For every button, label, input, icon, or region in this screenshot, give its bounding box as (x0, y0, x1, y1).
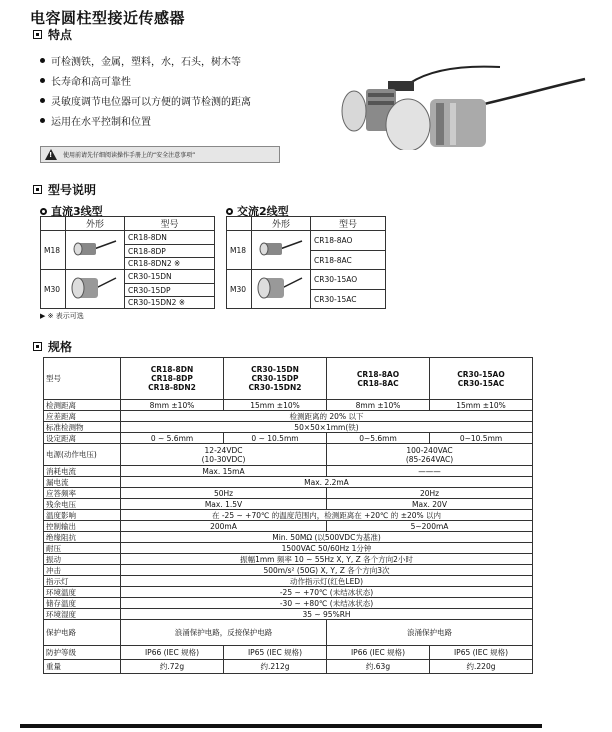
row-label: 型号 (44, 358, 121, 400)
table-cell: 动作指示灯(红色LED) (121, 576, 533, 587)
table-cell: Max. 1.5V (121, 499, 327, 510)
table-row (44, 646, 533, 660)
row-label: 应差距离 (44, 411, 121, 422)
row-label: 振动 (44, 554, 121, 565)
row-label: 温度影响 (44, 510, 121, 521)
table-row (44, 422, 533, 433)
table-cell: 15mm ±10% (430, 400, 533, 411)
row-label: 漏电流 (44, 477, 121, 488)
table-cell: 约.220g (430, 660, 533, 674)
table-row (44, 499, 533, 510)
row-label: 标准检测物 (44, 422, 121, 433)
table-cell: 浪涌保护电路 (327, 620, 533, 646)
table-row (44, 444, 533, 466)
table-cell: Min. 50MΩ (以500VDC为基准) (121, 532, 533, 543)
model-cell: CR30-15AO (311, 270, 386, 290)
table-cell: Max. 15mA (121, 466, 327, 477)
table-row (44, 358, 533, 400)
optional-note: ▶ ※ 表示可选 (40, 312, 84, 320)
table-cell: 约.63g (327, 660, 430, 674)
table-corner-cell (41, 217, 66, 231)
row-label: 环境湿度 (44, 609, 121, 620)
dc-heading-label: 直流3线型 (51, 205, 103, 218)
table-row (44, 620, 533, 646)
table-cell: 100-240VAC (85-264VAC) (327, 444, 533, 466)
size-cell: M30 (41, 270, 66, 309)
row-label: 设定距离 (44, 433, 121, 444)
model-cell: CR30-15DP (125, 284, 215, 296)
table-cell: IP65 (IEC 规格) (430, 646, 533, 660)
spec-model-header: CR30-15DN CR30-15DP CR30-15DN2 (224, 358, 327, 400)
dc-model-table (40, 216, 215, 309)
size-cell: M30 (227, 270, 252, 309)
model-cell: CR30-15AC (311, 290, 386, 309)
table-row (44, 598, 533, 609)
col-header-shape: 外形 (252, 217, 311, 231)
row-label: 电源(动作电压) (44, 444, 121, 466)
table-cell: 8mm ±10% (327, 400, 430, 411)
table-cell: 8mm ±10% (121, 400, 224, 411)
table-row (44, 466, 533, 477)
table-corner-cell (227, 217, 252, 231)
table-row (44, 433, 533, 444)
size-cell: M18 (227, 231, 252, 270)
section-models-heading (33, 181, 96, 198)
table-cell: 1500VAC 50/60Hz 1分钟 (121, 543, 533, 554)
sensor-product-photo (300, 55, 600, 150)
section-spec-heading (33, 338, 72, 355)
table-row (44, 521, 533, 532)
bullet-icon (40, 118, 45, 123)
row-label: 储存温度 (44, 598, 121, 609)
row-label: 重量 (44, 660, 121, 674)
table-row (44, 587, 533, 598)
circle-bullet-icon (226, 208, 233, 215)
model-cell: CR30-15DN2 ※ (125, 296, 215, 308)
table-cell: IP66 (IEC 规格) (121, 646, 224, 660)
spec-model-header: CR18-8AO CR18-8AC (327, 358, 430, 400)
table-cell: 35 ~ 95%RH (121, 609, 533, 620)
feature-list (40, 50, 251, 130)
model-cell: CR18-8DN (125, 231, 215, 245)
table-cell: Max. 2.2mA (121, 477, 533, 488)
table-cell: 约.212g (224, 660, 327, 674)
table-row (44, 477, 533, 488)
table-cell: IP65 (IEC 规格) (224, 646, 327, 660)
bullet-icon (40, 98, 45, 103)
table-cell: -25 ~ +70℃ (未结冰状态) (121, 587, 533, 598)
table-cell: 5~200mA (327, 521, 533, 532)
sensor-m18-icon (252, 231, 311, 270)
section-spec-label: 规格 (48, 340, 73, 354)
row-label: 保护电路 (44, 620, 121, 646)
table-cell: ——— (327, 466, 533, 477)
row-label: 绝缘阻抗 (44, 532, 121, 543)
table-cell: 20Hz (327, 488, 533, 499)
warning-text: 使用前请先仔细阅读操作手册上的“安全注意事项” (63, 152, 196, 159)
feature-text: 运用在水平控制和位置 (51, 116, 151, 128)
row-label: 耐压 (44, 543, 121, 554)
table-cell: Max. 20V (327, 499, 533, 510)
footer-rule (20, 724, 542, 728)
table-cell: 0~5.6mm (327, 433, 430, 444)
ac-model-table (226, 216, 386, 309)
col-header-model: 型号 (311, 217, 386, 231)
row-label: 消耗电流 (44, 466, 121, 477)
row-label: 指示灯 (44, 576, 121, 587)
model-cell: CR18-8AC (311, 251, 386, 270)
bullet-icon (40, 78, 45, 83)
row-label: 控制输出 (44, 521, 121, 532)
table-row (44, 532, 533, 543)
table-cell: 15mm ±10% (224, 400, 327, 411)
feature-item (40, 110, 251, 130)
model-cell: CR18-8AO (311, 231, 386, 251)
model-cell: CR30-15DN (125, 270, 215, 284)
section-features-label: 特点 (48, 28, 73, 42)
row-label: 环境温度 (44, 587, 121, 598)
table-cell: 浪涌保护电路，反接保护电路 (121, 620, 327, 646)
sensor-m30-icon (252, 270, 311, 309)
table-cell: 50×50×1mm(铁) (121, 422, 533, 433)
table-cell: 0 ~ 10.5mm (224, 433, 327, 444)
table-cell: -30 ~ +80℃ (未结冰状态) (121, 598, 533, 609)
table-row (44, 543, 533, 554)
spec-table (43, 357, 533, 674)
feature-item (40, 70, 251, 90)
section-models-label: 型号说明 (48, 183, 97, 197)
row-label: 检测距离 (44, 400, 121, 411)
table-row (44, 400, 533, 411)
model-cell: CR18-8DP (125, 245, 215, 257)
row-label: 防护等级 (44, 646, 121, 660)
table-cell: 500m/s² (50G) X, Y, Z 各个方向3次 (121, 565, 533, 576)
table-cell: 50Hz (121, 488, 327, 499)
circle-bullet-icon (40, 208, 47, 215)
bullet-icon (40, 58, 45, 63)
feature-item (40, 90, 251, 110)
table-row (44, 554, 533, 565)
feature-text: 长寿命和高可靠性 (51, 76, 131, 88)
spec-model-header: CR18-8DN CR18-8DP CR18-8DN2 (121, 358, 224, 400)
size-cell: M18 (41, 231, 66, 270)
table-row (44, 411, 533, 422)
table-cell: 0~10.5mm (430, 433, 533, 444)
table-row (44, 576, 533, 587)
col-header-shape: 外形 (66, 217, 125, 231)
spec-model-header: CR30-15AO CR30-15AC (430, 358, 533, 400)
col-header-model: 型号 (125, 217, 215, 231)
square-bullet-icon (33, 185, 42, 194)
feature-text: 可检测铁，金属，塑料，水，石头，树木等 (51, 56, 241, 68)
table-cell: 约.72g (121, 660, 224, 674)
table-row (44, 565, 533, 576)
warning-icon: ! (45, 149, 57, 160)
safety-warning-box (40, 146, 280, 163)
row-label: 冲击 (44, 565, 121, 576)
table-row (44, 488, 533, 499)
model-cell: CR18-8DN2 ※ (125, 257, 215, 269)
table-cell: 12-24VDC (10-30VDC) (121, 444, 327, 466)
row-label: 应答频率 (44, 488, 121, 499)
feature-item (40, 50, 251, 70)
table-row (44, 609, 533, 620)
sensor-m30-icon (66, 270, 125, 309)
table-cell: IP66 (IEC 规格) (327, 646, 430, 660)
section-features-heading (33, 26, 72, 43)
table-row (44, 660, 533, 674)
table-cell: 检测距离的 20% 以下 (121, 411, 533, 422)
feature-text: 灵敏度调节电位器可以方便的调节检测的距离 (51, 96, 251, 108)
table-cell: 在 -25 ~ +70℃ 的温度范围内，检测距离在 +20℃ 的 ±20% 以内 (121, 510, 533, 521)
square-bullet-icon (33, 342, 42, 351)
square-bullet-icon (33, 30, 42, 39)
table-cell: 200mA (121, 521, 327, 532)
table-cell: 振幅1mm 频率 10 ~ 55Hz X, Y, Z 各个方向2小时 (121, 554, 533, 565)
table-cell: 0 ~ 5.6mm (121, 433, 224, 444)
row-label: 残余电压 (44, 499, 121, 510)
ac-heading-label: 交流2线型 (237, 205, 289, 218)
sensor-m18-icon (66, 231, 125, 270)
table-row (44, 510, 533, 521)
page-title: 电容圆柱型接近传感器 (30, 9, 186, 27)
